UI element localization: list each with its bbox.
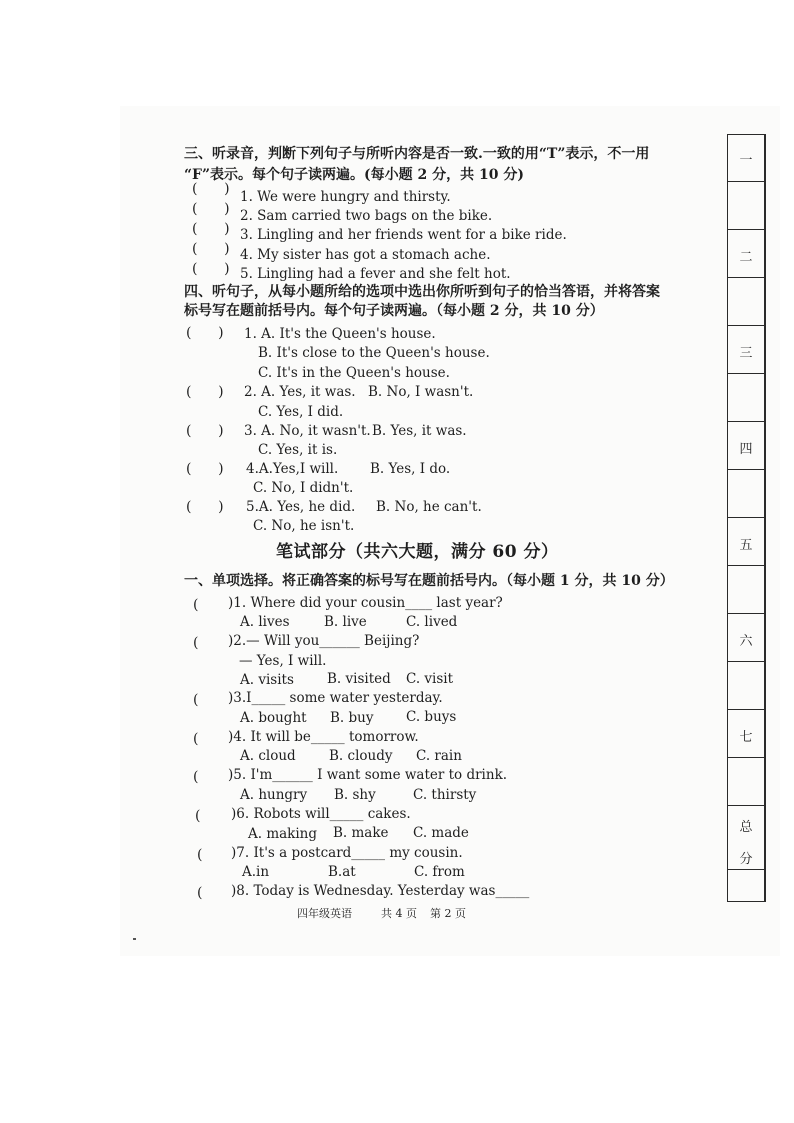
score-label-cell [728, 518, 764, 566]
answer-bracket[interactable]: ( [193, 597, 217, 613]
section3-item-2: 2. Sam carried two bags on the bike. [240, 208, 493, 224]
mc-q5: )5. I'm______ I want some water to drink. [228, 767, 508, 783]
mc-q6-a: A. making [248, 826, 318, 842]
total-label: 总 [739, 820, 753, 835]
section3-item-5: 5. Lingling had a fever and she felt hot. [240, 266, 511, 282]
mc-q2: )2.— Will you______ Beijing? [228, 633, 420, 649]
answer-bracket[interactable]: ( ) [186, 499, 224, 515]
section4-q3-a: 3. A. No, it wasn't. [244, 423, 371, 439]
score-label: 七 [739, 730, 753, 745]
section4-q4-a: 4.A.Yes,I will. [246, 461, 339, 477]
section4-q5-b: B. No, he can't. [376, 499, 482, 515]
mc-q1-b: B. live [324, 614, 367, 630]
section3-item-4: 4. My sister has got a stomach ache. [240, 247, 491, 263]
scan-mark [133, 938, 136, 940]
score-label-cell [728, 422, 764, 470]
answer-bracket[interactable]: ( ) [186, 461, 224, 477]
score-input-cell[interactable] [728, 662, 764, 710]
section3-item-1: 1. We were hungry and thirsty. [240, 189, 451, 205]
mc-q4-b: B. cloudy [329, 748, 393, 764]
score-input-cell[interactable] [728, 182, 764, 230]
part1-heading: 一、单项选择。将正确答案的标号写在题前括号内。（每小题 1 分，共 10 分） [184, 573, 674, 589]
score-label: 五 [739, 538, 753, 553]
score-input-cell[interactable] [728, 278, 764, 326]
mc-q2-b: B. visited [327, 671, 391, 687]
score-input-cell[interactable] [728, 758, 764, 806]
total-input-cell[interactable] [728, 870, 764, 901]
section3-heading-cont: “F”表示。每个句子读两遍。(每小题 2 分，共 10 分) [184, 167, 525, 183]
mc-q1-c: C. lived [406, 614, 458, 630]
mc-q2-reply: — Yes, I will. [239, 653, 327, 669]
score-label-cell [728, 710, 764, 758]
mc-q3-b: B. buy [330, 710, 374, 726]
mc-q7-a: A.in [242, 864, 270, 880]
section4-q4-c: C. No, I didn't. [253, 480, 354, 496]
answer-bracket[interactable]: ( ) [186, 384, 224, 400]
section4-heading-cont: 标号写在题前括号内。每个句子读两遍。（每小题 2 分，共 10 分） [184, 303, 604, 319]
mc-q5-b: B. shy [334, 787, 376, 803]
answer-bracket[interactable]: ( ) [192, 241, 230, 257]
section4-q5-c: C. No, he isn't. [253, 518, 355, 534]
total-label: 分 [739, 852, 753, 867]
footer-page: 第 2 页 [430, 907, 466, 920]
answer-bracket[interactable]: ( ) [186, 423, 224, 439]
answer-bracket[interactable]: ( ) [192, 261, 230, 277]
answer-bracket[interactable]: ( [197, 885, 221, 901]
answer-bracket[interactable]: ( ) [192, 221, 230, 237]
mc-q7-c: C. from [414, 864, 465, 880]
mc-q2-c: C. visit [406, 671, 454, 687]
mc-q6-b: B. make [333, 825, 389, 841]
written-title: 笔试部分（共六大题，满分 60 分） [276, 542, 559, 562]
answer-bracket[interactable]: ( ) [192, 201, 230, 217]
section3-heading: 三、听录音，判断下列句子与所听内容是否一致.一致的用“T”表示，不一用 [184, 146, 650, 162]
mc-q4-c: C. rain [416, 748, 462, 764]
footer-subject: 四年级英语 [297, 907, 352, 920]
section4-q2-c: C. Yes, I did. [258, 404, 344, 420]
section4-q2-b: B. No, I wasn't. [368, 384, 474, 400]
score-label-cell [728, 326, 764, 374]
score-label: 一 [739, 153, 753, 168]
mc-q3-c: C. buys [406, 709, 457, 725]
answer-bracket[interactable]: ( [193, 635, 217, 651]
mc-q8: )8. Today is Wednesday. Yesterday was_____ [231, 883, 530, 899]
answer-bracket[interactable]: ( ) [186, 325, 224, 341]
score-sidebar [727, 134, 766, 902]
score-label: 四 [739, 442, 753, 457]
score-label-cell [728, 230, 764, 278]
mc-q1: )1. Where did your cousin____ last year? [228, 595, 503, 611]
answer-bracket[interactable]: ( [193, 731, 217, 747]
score-label-cell [728, 614, 764, 662]
mc-q6-c: C. made [413, 825, 469, 841]
section4-q1-c: C. It's in the Queen's house. [258, 365, 450, 381]
mc-q3: )3.I_____ some water yesterday. [228, 690, 443, 706]
section4-q4-b: B. Yes, I do. [370, 461, 451, 477]
section4-heading: 四、听句子，从每小题所给的选项中选出你所听到句子的恰当答语，并将答案 [184, 284, 660, 300]
total-label-cell [728, 806, 764, 870]
score-input-cell[interactable] [728, 374, 764, 422]
mc-q4: )4. It will be_____ tomorrow. [228, 729, 419, 745]
footer-total: 共 4 页 [381, 907, 417, 920]
section4-q3-c: C. Yes, it is. [258, 442, 338, 458]
score-label: 六 [739, 634, 753, 649]
section4-q2-a: 2. A. Yes, it was. [244, 384, 356, 400]
score-input-cell[interactable] [728, 566, 764, 614]
mc-q6: )6. Robots will_____ cakes. [231, 806, 411, 822]
score-label: 二 [739, 250, 753, 265]
mc-q3-a: A. bought [240, 710, 307, 726]
answer-bracket[interactable]: ( [193, 692, 217, 708]
section4-q5-a: 5.A. Yes, he did. [246, 499, 356, 515]
section3-item-3: 3. Lingling and her friends went for a bike ride. [240, 227, 567, 243]
section4-q1-b: B. It's close to the Queen's house. [258, 345, 490, 361]
mc-q7: )7. It's a postcard_____ my cousin. [231, 845, 463, 861]
score-label: 三 [739, 346, 753, 361]
mc-q4-a: A. cloud [240, 748, 296, 764]
mc-q5-a: A. hungry [240, 787, 308, 803]
mc-q7-b: B.at [328, 864, 356, 880]
answer-bracket[interactable]: ( [195, 808, 219, 824]
score-input-cell[interactable] [728, 470, 764, 518]
answer-bracket[interactable]: ( [193, 769, 217, 785]
section4-q1-a: 1. A. It's the Queen's house. [244, 326, 436, 342]
score-label-cell [728, 135, 764, 182]
answer-bracket[interactable]: ( ) [192, 181, 230, 197]
mc-q2-a: A. visits [240, 672, 294, 688]
mc-q1-a: A. lives [240, 614, 290, 630]
answer-bracket[interactable]: ( [197, 847, 221, 863]
section4-q3-b: B. Yes, it was. [372, 423, 467, 439]
mc-q5-c: C. thirsty [413, 787, 477, 803]
